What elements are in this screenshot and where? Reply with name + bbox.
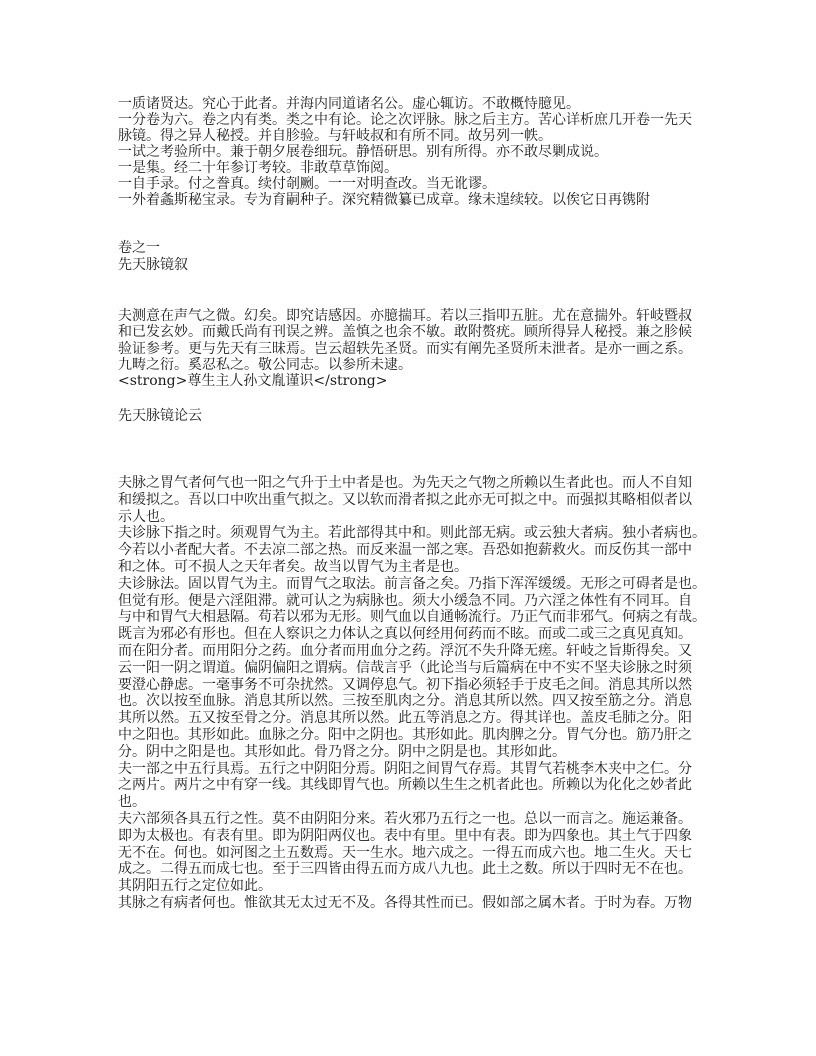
preface-text — [118, 308, 718, 389]
discourse-heading-block — [118, 408, 718, 425]
text-line: 无不在。何也。如河图之土五数焉。天一生水。地六成之。一得五而成六也。地二生火。天七 — [118, 844, 692, 861]
paragraph — [118, 525, 718, 575]
volume-heading — [118, 240, 718, 274]
text-line: 一外着螽斯秘宝录。专为育嗣种子。深究精微纂已成章。缘未遑续较。以俟它日再镌附 — [118, 192, 650, 208]
volume-label: 卷之一 — [118, 240, 160, 256]
text-line: 和之体。可不损人之天年者矣。故当以胃气为主者是也。 — [118, 558, 468, 575]
paragraph — [118, 96, 718, 112]
text-line: 既言为邪必有形也。但在人察识之力体认之真以何经用何药而不眩。而或二或三之真见真知。 — [118, 626, 692, 643]
text-line: 其所以然。五又按至骨之分。消息其所以然。此五等消息之方。得其详也。盖皮毛肺之分。阳 — [118, 710, 692, 727]
text-line: 成之。二得五而成七也。至于三四皆由得五而方成八九也。此土之数。所以于四时无不在也。 — [118, 861, 692, 878]
paragraph — [118, 895, 718, 912]
paragraph — [118, 192, 718, 208]
text-line: 夫一部之中五行具焉。五行之中阴阳分焉。阴阳之间胃气存焉。其胃气若桃李木夹中之仁。分 — [118, 760, 692, 777]
text-line: 要澄心静虑。一毫事务不可杂扰然。又调停息气。初下指必须轻手于皮毛之间。消息其所以然 — [118, 676, 692, 693]
text-line: 一自手录。付之誊真。续付剞劂。一一对明查改。当无讹谬。 — [118, 176, 496, 192]
text-line: 分。阴中之阳是也。其形如此。骨乃肾之分。阴中之阴是也。其形如此。 — [118, 743, 566, 760]
text-line: 之两片。两片之中有穿一线。其线即胃气也。所赖以生生之机者此也。所赖以为化化之妙者此 — [118, 777, 692, 794]
paragraph — [118, 373, 718, 389]
text-line: 即为太极也。有表有里。即为阴阳两仪也。表中有里。里中有表。即为四象也。其土气于四象 — [118, 827, 692, 844]
paragraph — [118, 112, 718, 144]
text-line: 验证参考。更与先天有三昧焉。岂云超轶先圣贤。而实有阐先圣贤所未泄者。是亦一画之系。 — [118, 340, 692, 357]
text-line: 其脉之有病者何也。惟欲其无太过无不及。各得其性而已。假如部之属木者。于时为春。万物 — [118, 894, 692, 911]
text-line: 与中和胃气大相悬隔。苟若以邪为无形。则气血以自通畅流行。乃正气而非邪气。何病之有哉。 — [118, 609, 706, 626]
discourse-text — [118, 475, 718, 912]
text-line: 九畴之衍。奚忍私之。敬公同志。以参所未逮。 — [118, 356, 412, 373]
text-line: 云一阳一阴之谓道。偏阴偏阳之谓病。信哉言乎（此论当与后篇病在中不实不坚夫诊脉之时须 — [118, 659, 692, 676]
text-line: 今若以小者配大者。不去凉二部之热。而反来温一部之寒。吾恐如抱薪救火。而反伤其一部中 — [118, 542, 692, 559]
preface-notes — [118, 96, 718, 208]
paragraph — [118, 160, 718, 176]
preface-title: 先天脉镜叙 — [118, 257, 188, 273]
text-line: 但觉有形。便是六淫阻滞。就可认之为病脉也。须大小缓急不同。乃六淫之体性有不同耳。自 — [118, 592, 692, 609]
paragraph — [118, 811, 718, 895]
paragraph — [118, 576, 718, 761]
text-line: 夫测意在声气之微。幻矣。即究诘感因。亦臆揣耳。若以三指叩五脏。尤在意揣外。轩岐暨叔 — [118, 308, 692, 324]
text-line: 夫诊脉法。固以胃气为主。而胃气之取法。前言备之矣。乃指下浑浑缓缓。无形之可碍者是也。 — [118, 575, 706, 592]
text-line: 和缓拟之。吾以口中吹出重气拟之。又以软而滑者拟之此亦无可拟之中。而强拟其略相似者以 — [118, 491, 692, 508]
text-line: <strong>尊生主人孙文胤谨识</strong> — [118, 373, 388, 390]
text-line: 一试之考验所中。兼于朝夕展卷细玩。静悟研思。别有所得。亦不敢尽剿成说。 — [118, 144, 608, 160]
text-line: 中之阳也。其形如此。血脉之分。阳中之阴也。其形如此。肌肉脾之分。胃气分也。筋乃肝之 — [118, 726, 692, 743]
paragraph — [118, 308, 718, 373]
text-line: 其阴阳五行之定位如此。 — [118, 878, 272, 895]
text-line: 一是集。经二十年参订考较。非敢草草饰阅。 — [118, 160, 398, 176]
discourse-heading: 先天脉镜论云 — [118, 408, 202, 424]
text-line: 也。次以按至血脉。消息其所以然。三按至肌肉之分。消息其所以然。四又按至筋之分。消息 — [118, 693, 692, 710]
paragraph — [118, 761, 718, 811]
text-line: 夫六部须各具五行之性。莫不由阴阳分来。若火邪乃五行之一也。总以一而言之。施运兼备。 — [118, 810, 692, 827]
text-line: 示人也。 — [118, 508, 174, 525]
text-line: 夫诊脉下指之时。须观胃气为主。若此部得其中和。则此部无病。或云独大者病。独小者病也。 — [118, 525, 706, 542]
text-line: 脉镜。得之异人秘授。并自胗验。与轩岐叔和有所不同。故另列一帙。 — [118, 128, 552, 144]
text-line: 一质诸贤达。究心于此者。并海内同道诸名公。虚心辄访。不敢概恃臆见。 — [118, 96, 580, 112]
text-line: 夫脉之胃气者何气也一阳之气升于土中者是也。为先天之气物之所赖以生者此也。而人不自知 — [118, 475, 692, 491]
text-line: 一分卷为六。卷之内有类。类之中有论。论之次评脉。脉之后主方。苦心详析庶几开卷一先天 — [118, 112, 692, 128]
text-line: 而在阳分者。而用阳分之药。血分者而用血分之药。浮沉不失升降无瘥。轩岐之旨斯得矣。又 — [118, 642, 692, 659]
paragraph — [118, 144, 718, 160]
paragraph — [118, 475, 718, 525]
text-line: 和已发玄妙。而戴氏尚有刊误之辨。盖慎之也余不敏。敢附赘疣。顾所得异人秘授。兼之胗候 — [118, 324, 692, 341]
text-line: 也。 — [118, 794, 146, 811]
paragraph — [118, 176, 718, 192]
